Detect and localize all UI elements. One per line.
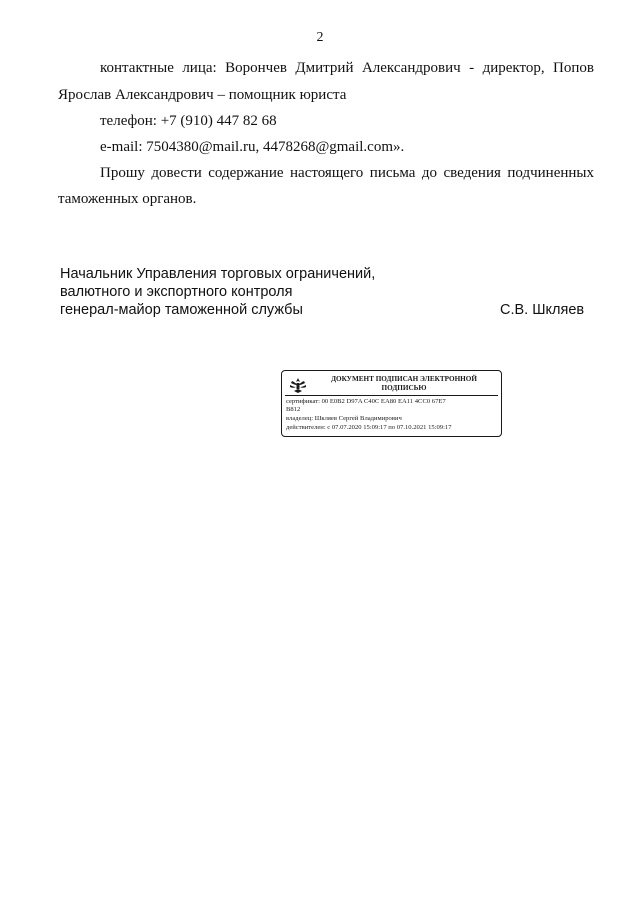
stamp-owner: владелец: Шкляев Сергей Владимирович [286,415,402,422]
request-line-2: таможенных органов. [58,191,197,207]
contacts-line-1: контактные лица: Ворончев Дмитрий Александрович - директор, Попов [100,60,594,76]
page-number: 2 [316,30,324,45]
stamp-certificate-line-2: B812 [286,406,301,413]
signer-position-line-2: валютного и экспортного контроля [60,284,293,300]
signer-name: С.В. Шкляев [500,302,585,318]
stamp-title [310,375,498,392]
signer-position-line-3: генерал-майор таможенной службы [60,302,303,318]
electronic-signature-stamp [281,370,502,437]
stamp-validity: действителен: с 07.07.2020 15:09:17 по 07.10.2021 15:09:17 [286,424,452,431]
stamp-divider [285,395,498,396]
signer-position-line-1: Начальник Управления торговых ограничений, [60,266,376,282]
stamp-certificate-line-1: сертификат: 00 E0B2 D97A C40C EA80 EA11 4CC0 67E7 [286,398,446,405]
email-line: e-mail: 7504380@mail.ru, 4478268@gmail.com». [100,139,405,155]
stamp-title-line-2: ПОДПИСЬЮ [381,383,427,392]
request-line-1: Прошу довести содержание настоящего письма до сведения подчиненных [100,165,594,181]
contacts-line-2: Ярослав Александрович – помощник юриста [58,87,347,103]
emblem-icon [288,375,308,395]
phone-line: телефон: +7 (910) 447 82 68 [100,113,277,129]
stamp-title-line-1: ДОКУМЕНТ ПОДПИСАН ЭЛЕКТРОННОЙ [331,375,477,383]
